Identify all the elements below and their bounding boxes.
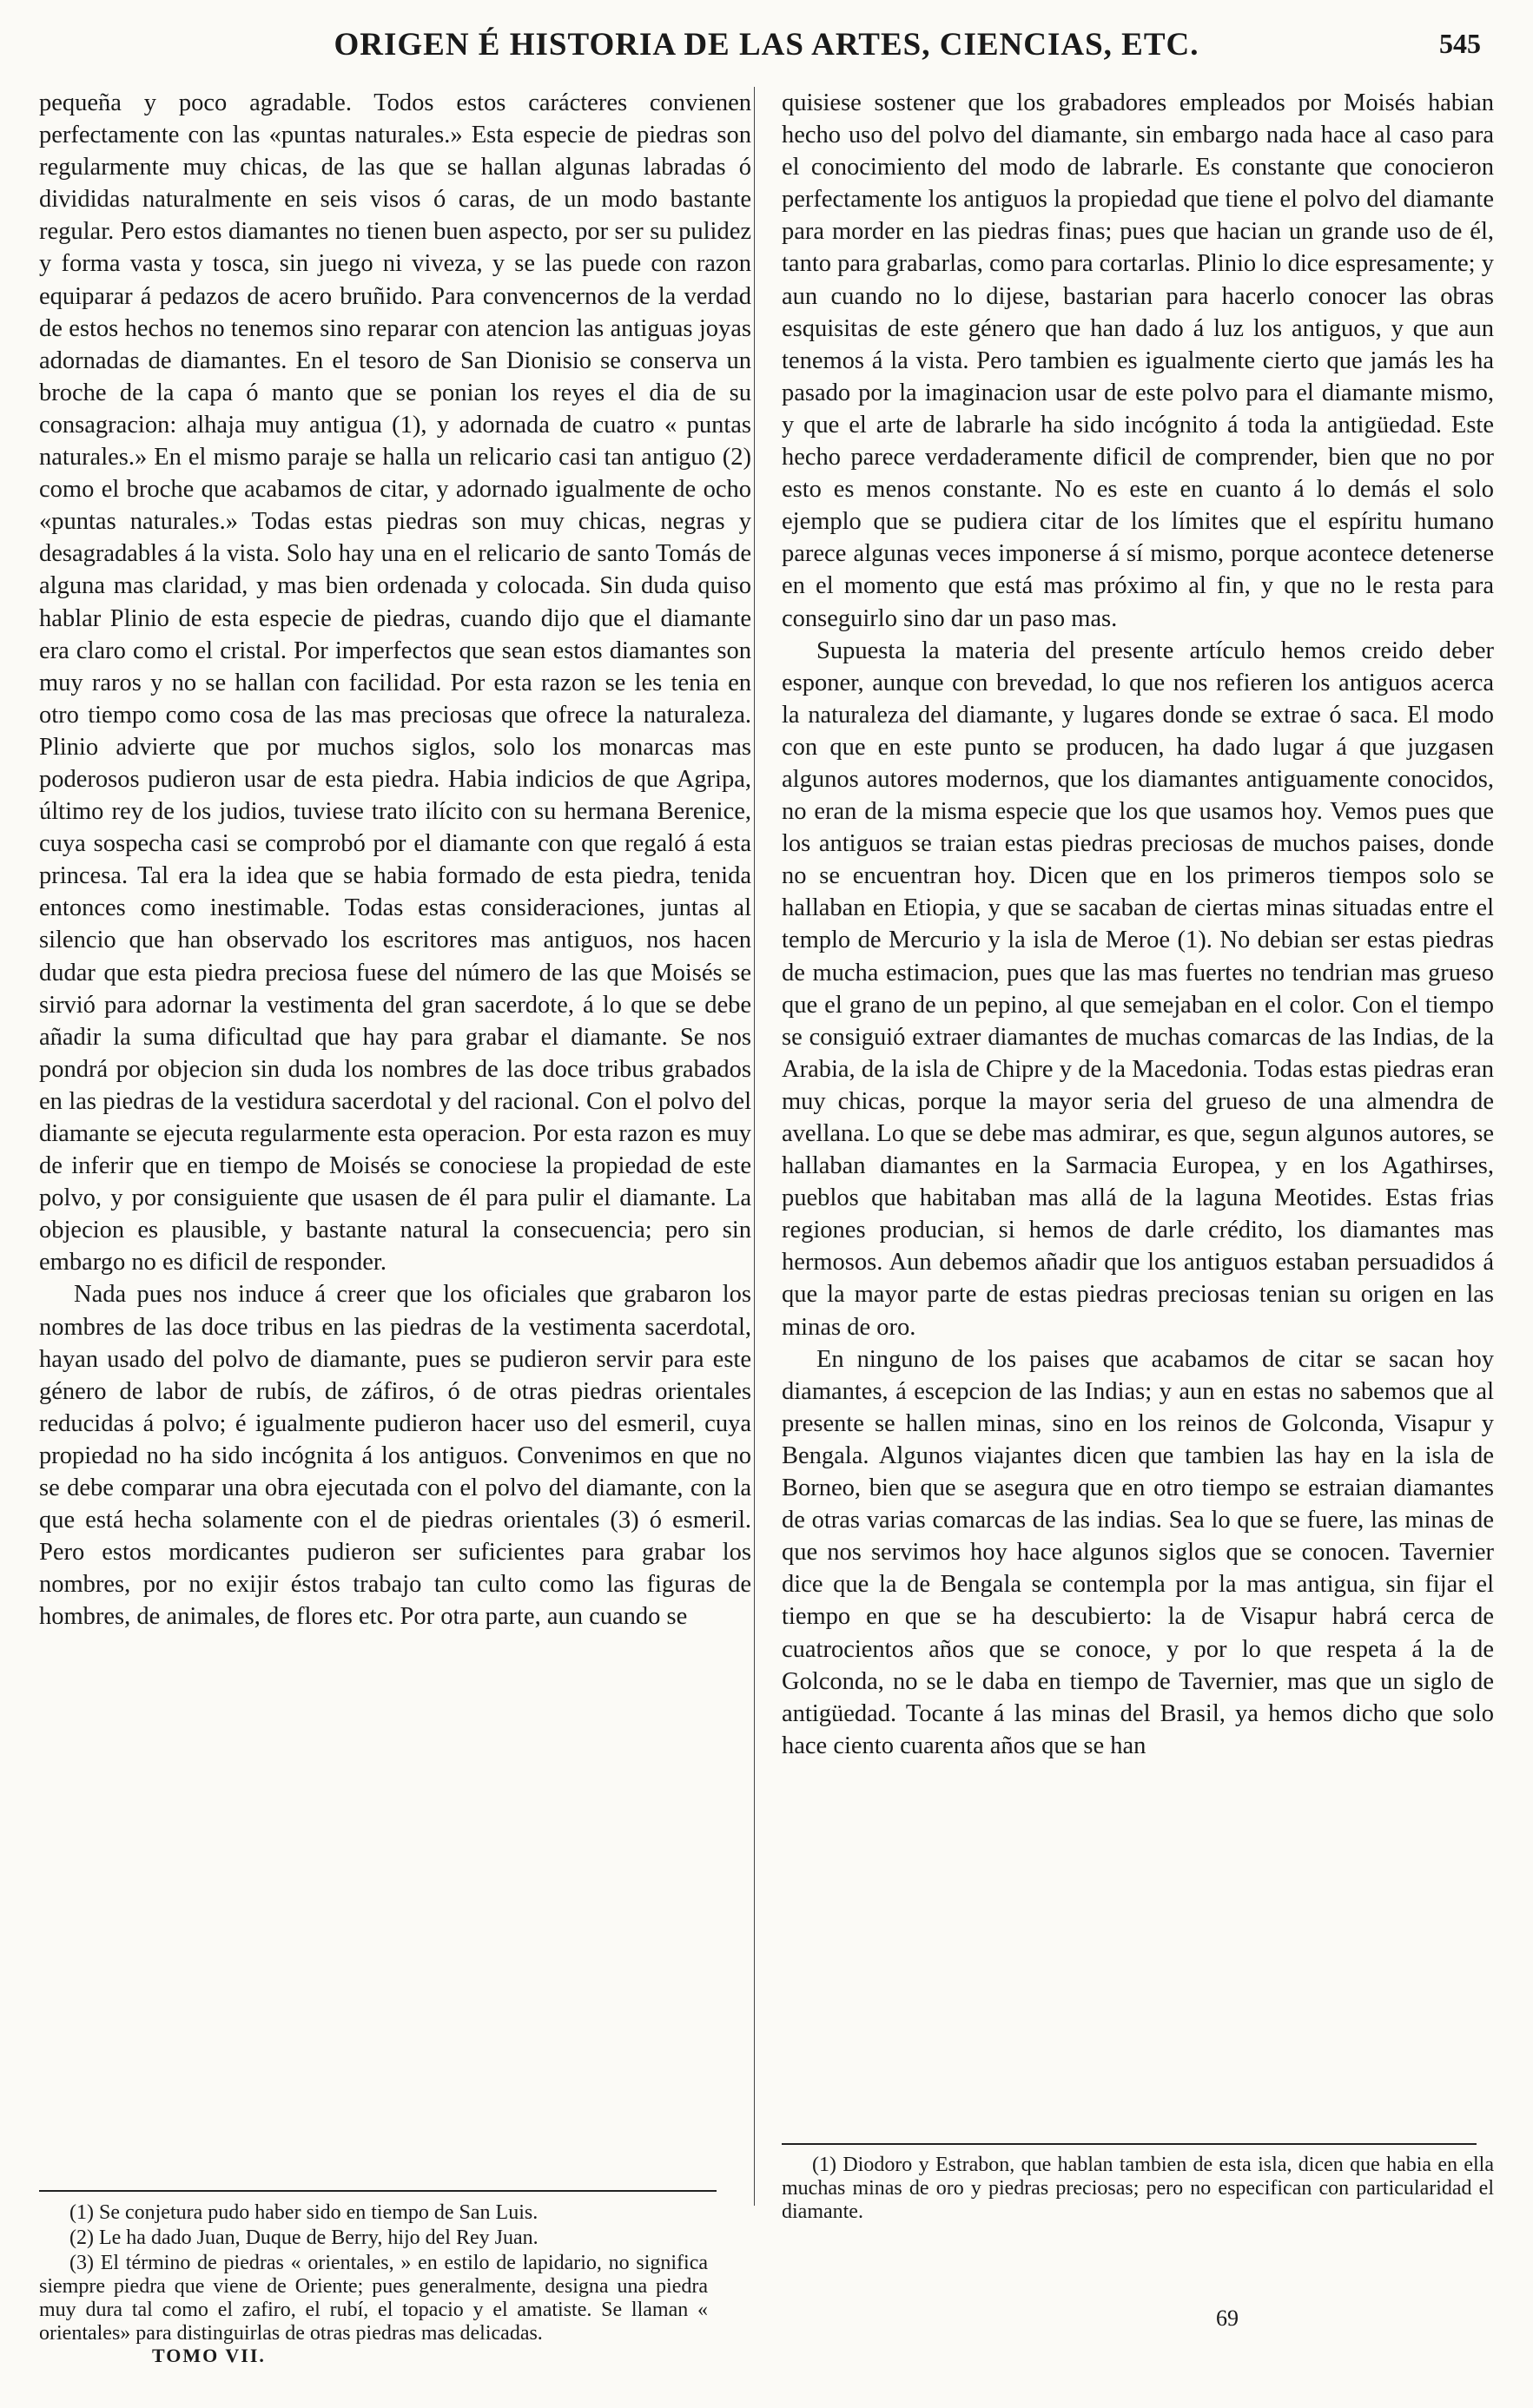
- paragraph: pequeña y poco agradable. Todos estos carácteres convienen perfectamente con las «puntas naturales.» Esta especie de piedras son regularmente muy chicas, de las que se hallan algunas labradas ó divididas naturalmente en seis visos ó caras, de un modo bastante regular. Pero estos diamantes no tienen buen aspecto, por ser su pulidez y forma vasta y tosca, sin juego ni viveza, y se las puede con razon equiparar á pedazos de acero bruñido. Para convencernos de la verdad de estos hechos no tenemos sino reparar con atencion las antiguas joyas adornadas de diamantes. En el tesoro de San Dionisio se conserva un broche de la capa ó manto que se ponian los reyes el dia de su consagracion: alhaja muy antigua (1), y adornada de cuatro « puntas naturales.» En el mismo paraje se halla un relicario casi tan antiguo (2) como el broche que acabamos de citar, y adornado igualmente de ocho «puntas naturales.» Todas estas piedras son muy chicas, negras y desagradables á la vista. Solo hay una en el relicario de santo Tomás de alguna mas claridad, y mas bien ordenada y colocada. Sin duda quiso hablar Plinio de esta especie de piedras, cuando dijo que el diamante era claro como el cristal. Por imperfectos que sean estos diamantes son muy raros y no se hallan con facilidad. Por esta razon se les tenia en otro tiempo como cosa de las mas preciosas que ofrece la naturaleza. Plinio advierte que por muchos siglos, solo los monarcas mas poderosos pudieron usar de esta piedra. Habia indicios de que Agripa, último rey de los judios, tuviese trato ilícito con su hermana Berenice, cuya sospecha casi se comprobó por el diamante con que regaló á esta princesa. Tal era la idea que se habia formado de esta piedra, tenida entonces como inestimable. Todas estas consideraciones, juntas al silencio que han observado los escritores mas antiguos, nos hacen dudar que esta piedra preciosa fuese del número de las que Moisés se sirvió para adornar la vestimenta del gran sacerdote, á lo que se debe añadir la suma dificultad que hay para grabar el diamante. Se nos pondrá por objecion sin duda los nombres de las doce tribus grabados en las piedras de la vestidura sacerdotal y del racional. Con el polvo del diamante se ejecuta regularmente esta operacion. Por esta razon es muy de inferir que en tiempo de Moisés se conociese la propiedad de este polvo, y por consiguiente que usasen de él para pulir el diamante. La objecion es plausible, y bastante natural la consecuencia; pero sin embargo no es dificil de responder.: [39, 89, 751, 1277]
- column-divider: [754, 87, 755, 2206]
- page-header: [0, 26, 1533, 78]
- footnote: (1) Diodoro y Estrabon, que hablan tambien de esta isla, dicen que habia en ella muchas minas de oro y piedras preciosas; pero no especifican con particularidad el diamante.: [782, 2154, 1494, 2223]
- paragraph: quisiese sostener que los grabadores empleados por Moisés habian hecho uso del polvo del diamante, sin embargo nada hace al caso para el conocimiento del modo de labrarle. Es constante que conocieron perfectamente los antiguos la propiedad que tiene el polvo del diamante para morder en las piedras finas; pues que hacian un grande uso de él, tanto para grabarlas, como para cortarlas. Plinio lo dice espresamente; y aun cuando no lo dijese, bastarian para hacerlo conocer las obras esquisitas de este género que han dado á luz los antiguos, y que aun tenemos á la vista. Pero tambien es igualmente cierto que jamás les ha pasado por la imaginacion usar de este polvo para el diamante mismo, y que el arte de labrarle ha sido incógnito á toda la antigüedad. Este hecho parece verdaderamente dificil de comprender, bien que no por esto es menos constante. No es este en cuanto á lo demás el solo ejemplo que se pudiera citar de los límites que el espíritu humano parece algunas veces imponerse á sí mismo, porque acontece detenerse en el momento que está mas próximo al fin, y que no le resta para conseguirlo sino dar un paso mas.: [782, 89, 1494, 632]
- paragraph: En ninguno de los paises que acabamos de citar se sacan hoy diamantes, á escepcion de las Indias; y aun en estas no sabemos que al presente se hallen minas, sino en los reinos de Golconda, Visapur y Bengala. Algunos viajantes dicen que tambien las hay en la isla de Borneo, bien que se asegura que en otro tiempo se estraian diamantes de otras varias comarcas de las indias. Sea lo que se fuere, las minas de que nos servimos hoy hace algunos siglos que se conocen. Tavernier dice que la de Bengala se contempla por la mas antigua, sin fijar el tiempo en que se ha descubierto: la de Visapur habrá cerca de cuatrocientos años que se conoce, y por lo que respeta á la de Golconda, no se le daba en tiempo de Tavernier, mas que un siglo de antigüedad. Tocante á las minas del Brasil, ya hemos dicho que solo hace ciento cuarenta años que se han: [782, 1345, 1494, 1759]
- left-column: [39, 87, 751, 1633]
- footnote: (3) El término de piedras « orientales, » en estilo de lapidario, no significa siempre piedra que viene de Oriente; pues generalmente, designa una piedra muy dura tal como el zafiro, el rubí, el topacio y el amatiste. Se llaman « orientales» para distinguirlas de otras piedras mas delicadas.: [39, 2252, 708, 2345]
- footnote: (1) Se conjetura pudo haber sido en tiempo de San Luis.: [69, 2201, 539, 2224]
- footnotes-right: [782, 2154, 1494, 2226]
- paragraph: Nada pues nos induce á creer que los oficiales que grabaron los nombres de las doce tribus en las piedras de la vestimenta sacerdotal, hayan usado del polvo de diamante, pues se pudieron servir para este género de labor de rubís, de záfiros, ó de otras piedras orientales reducidas á polvo; é igualmente pudieron hacer uso del esmeril, cuya propiedad no ha sido incógnita á los antiguos. Convenimos en que no se debe comparar una obra ejecutada con el polvo del diamante, con la que está hecha solamente con el de piedras orientales (3) ó esmeril. Pero estos mordicantes pudieron ser suficientes para grabar los nombres, por no exijir éstos trabajo tan culto como las figuras de hombres, de animales, de flores etc. Por otra parte, aun cuando se: [39, 1281, 751, 1631]
- footnote-rule-left: [39, 2190, 717, 2192]
- folio-number: 69: [1216, 2306, 1239, 2331]
- right-column: [782, 87, 1494, 1762]
- signature-mark: TOMO VII.: [152, 2345, 266, 2366]
- footnote-rule-right: [782, 2143, 1477, 2145]
- page-number: 545: [1439, 28, 1481, 59]
- footnote: (2) Le ha dado Juan, Duque de Berry, hijo del Rey Juan.: [69, 2227, 539, 2249]
- running-title: ORIGEN É HISTORIA DE LAS ARTES, CIENCIAS, ETC.: [334, 27, 1199, 63]
- paragraph: Supuesta la materia del presente artículo hemos creido deber esponer, aunque con brevedad, lo que nos refieren los antiguos acerca la naturaleza del diamante, y lugares donde se extrae ó saca. El modo con que en este punto se producen, ha dado lugar á que juzgasen algunos autores modernos, que los diamantes antiguamente conocidos, no eran de la misma especie que los que usamos hoy. Vemos pues que los antiguos se traian estas piedras preciosas de muchos paises, donde no se encuentran hoy. Dicen que en los primeros tiempos solo se hallaban en Etiopia, y que se sacaban de ciertas minas situadas entre el templo de Mercurio y la isla de Meroe (1). No debian ser estas piedras de mucha estimacion, pues que las mas fuertes no tendrian mas grueso que el grano de un pepino, al que semejaban en el color. Con el tiempo se consiguió extraer diamantes de muchas comarcas de las Indias, de la Arabia, de la isla de Chipre y de la Macedonia. Todas estas piedras eran muy chicas, porque la mayor seria del grueso de una almendra de avellana. Lo que se debe mas admirar, es que, segun algunos autores, se hallaban diamantes en la Sarmacia Europea, y en los Agathirses, pueblos que habitaban mas allá de la laguna Meotides. Estas frias regiones producian, si hemos de darle crédito, los diamantes mas hermosos. Aun debemos añadir que los antiguos estaban persuadidos á que la mayor parte de estas piedras preciosas tenian su origen en las minas de oro.: [782, 637, 1494, 1341]
- footnotes-left: [39, 2201, 708, 2347]
